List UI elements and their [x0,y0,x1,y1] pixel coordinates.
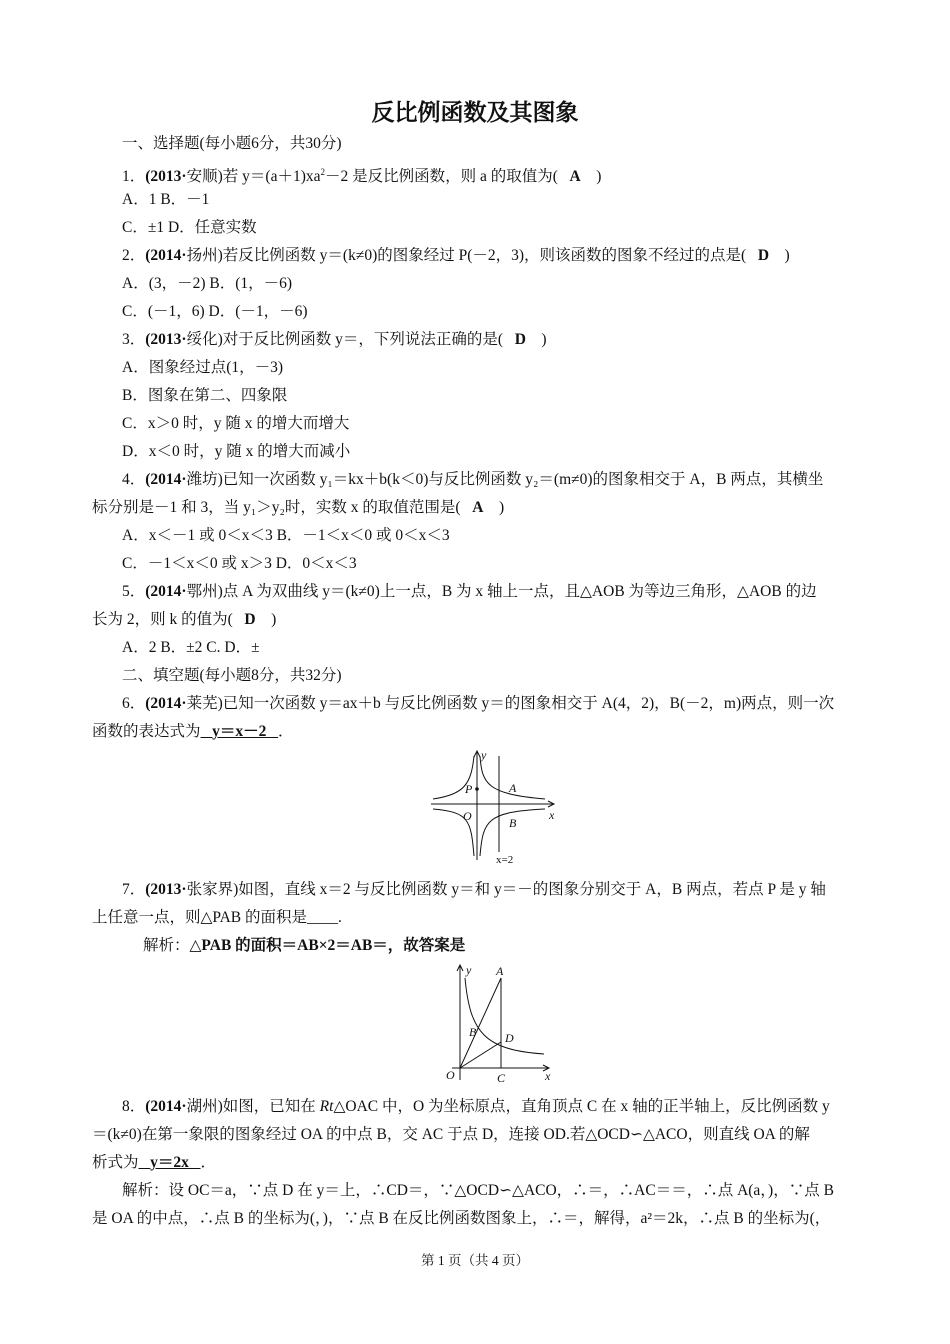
label-a: A [509,781,517,795]
q3-option-a: A．图象经过点(1，－3) [122,359,284,376]
label-x: x [549,808,555,822]
answer-q3: D [514,331,526,348]
q7-solution: 解析：△PAB 的面积＝AB×2＝AB＝，故答案是 [143,937,466,954]
q4-options-cd: C．－1＜x＜0 或 x＞3 D．0＜x＜3 [122,555,357,572]
question-4-line-2: 标分别是－1 和 3，当 y₁＞y₂时，实数 x 的取值范围是( A ) [92,499,505,516]
question-2: 2．(2014·扬州)若反比例函数 y＝(k≠0)的图象经过 P(－2，3)，则该函数的图象不经过的点是( D ) [122,247,790,264]
hyperbola-figure-1 [425,748,565,866]
q5-options: A．2 B．±2 C. D．± [122,639,260,656]
question-6-line-2: 函数的表达式为 y＝x－2 ． [92,723,294,740]
label-x2: x=2 [496,854,514,866]
label-y: y [466,963,472,977]
section-heading-choice: 一、选择题(每小题6分，共30分) [122,135,342,152]
section-heading-fill: 二、填空题(每小题8分，共32分) [122,667,342,684]
question-8-line-2: ＝(k≠0)在第一象限的图象经过 OA 的中点 B，交 AC 于点 D，连接 OD.若△OCD∽△ACO，则直线 OA 的解 [92,1126,810,1143]
page-footer: 第 1 页（共 4 页） [421,1253,529,1268]
answer-q6: y＝x－2 [212,723,267,740]
question-4-line-1: 4．(2014·潍坊)已知一次函数 y₁＝kx＋b(k＜0)与反比例函数 y₂＝(m≠0)的图象相交于 A，B 两点，其横坐 [122,471,824,488]
answer-q8: y＝2x [150,1154,189,1171]
question-5-line-1: 5．(2014·鄂州)点 A 为双曲线 y＝(k≠0)上一点，B 为 x 轴上一点，且△AOB 为等边三角形，△AOB 的边 [122,583,817,600]
point-p [475,787,479,791]
question-6-line-1: 6．(2014·莱芜)已知一次函数 y＝ax＋b 与反比例函数 y＝的图象相交于 A(4，2)，B(－2，m)两点，则一次 [122,695,835,712]
q1-options-cd: C．±1 D．任意实数 [122,219,257,236]
label-o: O [446,1068,455,1082]
label-b: B [509,816,517,830]
page-title: 反比例函数及其图象 [371,100,579,126]
question-8-line-3: 析式为 y＝2x ． [92,1154,217,1171]
label-p: P [465,782,473,796]
q3-option-b: B．图象在第二、四象限 [122,387,288,404]
label-c: C [497,1071,506,1085]
question-7-line-2: 上任意一点，则△PAB 的面积是____. [92,909,342,926]
answer-q4: A [472,499,484,516]
label-o: O [463,809,472,823]
q3-option-c: C．x＞0 时，y 随 x 的增大而增大 [122,415,350,432]
question-3: 3．(2013·绥化)对于反比例函数 y＝，下列说法正确的是( D ) [122,331,547,348]
q3-option-d: D．x＜0 时，y 随 x 的增大而减小 [122,443,351,460]
question-5-line-2: 长为 2，则 k 的值为( D ) [92,611,277,628]
q1-options-ab: A．1 B．－1 [122,191,210,208]
q8-solution-line-2: 是 OA 的中点，∴点 B 的坐标为(，)，∵点 B 在反比例函数图象上，∴＝，解得，a²＝2k，∴点 B 的坐标为(， [92,1210,831,1227]
q4-options-ab: A．x＜－1 或 0＜x＜3 B．－1＜x＜0 或 0＜x＜3 [122,527,450,544]
answer-q2: D [757,247,770,264]
question-8-line-1: 8．(2014·湖州)如图，已知在 Rt△OAC 中，O 为坐标原点，直角顶点 C 在 x 轴的正半轴上，反比例函数 y [122,1098,830,1115]
answer-q5: D [244,611,256,628]
label-a: A [496,964,504,978]
question-1: 1．(2013·安顺)若 $y=(a+1)xa^2-2$ 是反比例函数，则 a 的取值为( A ) [122,167,602,186]
label-x: x [545,1069,551,1083]
question-7-line-1: 7．(2013·张家界)如图，直线 x＝2 与反比例函数 y＝和 y＝－的图象分别交于 A，B 两点，若点 P 是 y 轴 [122,881,826,898]
label-b: B [469,1025,477,1039]
q2-options-ab: A．(3，－2) B．(1，－6) [122,275,293,292]
hyperbola-figure-2 [436,962,558,1086]
q8-solution-line-1: 解析：设 OC＝a，∵点 D 在 y＝上，∴CD＝，∵△OCD∽△ACO，∴＝，∴AC＝＝，∴点 A(a，)，∵点 B [122,1182,834,1199]
label-d: D [505,1031,514,1045]
label-y: y [481,748,487,762]
answer-q1: A [569,168,581,186]
q2-options-cd: C．(－1，6) D．(－1，－6) [122,303,308,320]
